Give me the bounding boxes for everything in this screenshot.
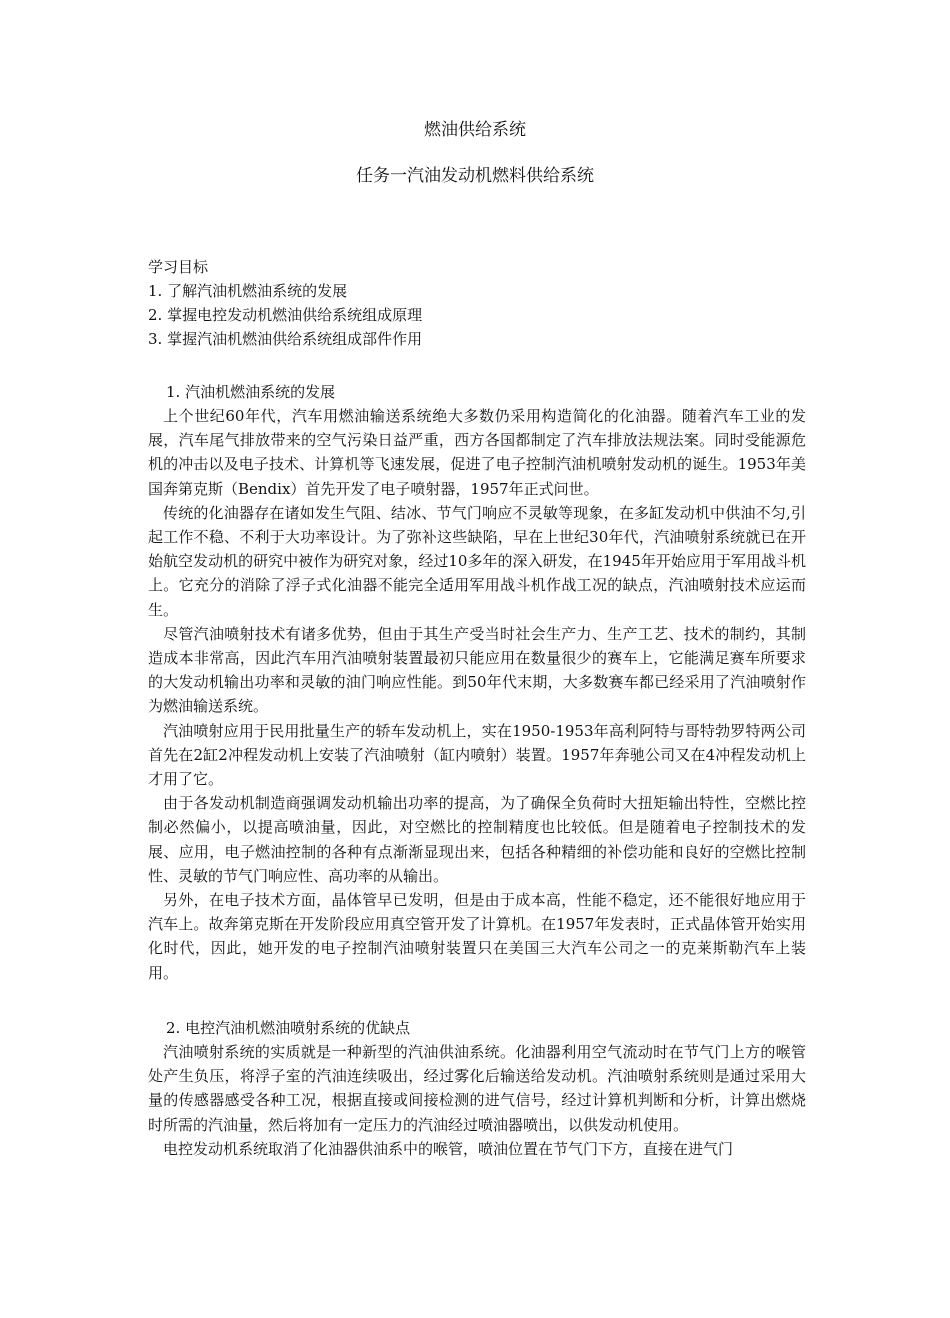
paragraph: 汽油喷射系统的实质就是一种新型的汽油供油系统。化油器利用空气流动时在节气门上方的喉管处产生负压，将浮子室的汽油连续吸出，经过雾化后输送给发动机。汽油喷射系统则是通过采用大量的传感器感受各种工况，根据直接或间接检测的进气信号，经过计算机判断和分析，计算出燃烧时所需的汽油量，然后将加有一定压力的汽油经过喷油器喷出，以供发动机使用。	[148, 1043, 806, 1134]
objectives-heading: 学习目标	[148, 258, 209, 276]
objective-item: 3. 掌握汽油机燃油供给系统组成部件作用	[148, 330, 423, 348]
section-2-heading: 2. 电控汽油机燃油喷射系统的优缺点	[166, 1019, 411, 1037]
paragraph: 另外，在电子技术方面，晶体管早已发明，但是由于成本高，性能不稳定，还不能很好地应用于汽车上。故奔第克斯在开发阶段应用真空管开发了计算机。在1957年发表时，正式晶体管开始实用化时代，因此，她开发的电子控制汽油喷射装置只在美国三大汽车公司之一的克莱斯勒汽车上装用。	[148, 891, 806, 982]
paragraph: 传统的化油器存在诸如发生气阻、结冰、节气门响应不灵敏等现象，在多缸发动机中供油不匀,引起工作不稳、不利于大功率设计。为了弥补这些缺陷，早在上世纪30年代，汽油喷射系统就已在开始航空发动机的研究中被作为研究对象，经过10多年的深入研发，在1945年开始应用于军用战斗机上。它充分的消除了浮子式化油器不能完全适用军用战斗机作战工况的缺点，汽油喷射技术应运而生。	[148, 503, 806, 619]
objective-item: 1. 了解汽油机燃油系统的发展	[148, 282, 348, 300]
section-1-body	[148, 404, 806, 985]
paragraph: 由于各发动机制造商强调发动机输出功率的提高，为了确保全负荷时大扭矩输出特性，空燃比控制必然偏小，以提高喷油量，因此，对空燃比的控制精度也比较低。但是随着电子控制技术的发展、应用，电子燃油控制的各种有点渐渐显现出来，包括各种精细的补偿功能和良好的空燃比控制性、灵敏的节气门响应性、高功率的从输出。	[148, 794, 806, 885]
section-2-body	[148, 1040, 806, 1161]
paragraph: 电控发动机系统取消了化油器供油系中的喉管，喷油位置在节气门下方，直接在进气门	[163, 1139, 734, 1158]
task-subtitle: 任务一汽油发动机燃料供给系统	[356, 166, 594, 186]
section-1-heading: 1. 汽油机燃油系统的发展	[166, 383, 336, 401]
objective-item: 2. 掌握电控发动机燃油供给系统组成原理	[148, 306, 423, 324]
document-title: 燃油供给系统	[424, 120, 526, 140]
paragraph: 汽油喷射应用于民用批量生产的轿车发动机上，实在1950-1953年高利阿特与哥特勃罗特两公司首先在2缸2冲程发动机上安装了汽油喷射（缸内喷射）装置。1957年奔驰公司又在4冲程发动机上才用了它。	[148, 721, 806, 789]
paragraph: 上个世纪60年代，汽车用燃油输送系统绝大多数仍采用构造简化的化油器。随着汽车工业的发展，汽车尾气排放带来的空气污染日益严重，西方各国都制定了汽车排放法规法案。同时受能源危机的冲击以及电子技术、计算机等飞速发展，促进了电子控制汽油机喷射发动机的诞生。1953年美国奔第克斯（Bendix）首先开发了电子喷射器，1957年正式问世。	[148, 407, 806, 498]
paragraph: 尽管汽油喷射技术有诸多优势，但由于其生产受当时社会生产力、生产工艺、技术的制约，其制造成本非常高，因此汽车用汽油喷射装置最初只能应用在数量很少的赛车上，它能满足赛车所要求的大发动机输出功率和灵敏的油门响应性能。到50年代末期，大多数赛车都已经采用了汽油喷射作为燃油输送系统。	[148, 624, 806, 716]
